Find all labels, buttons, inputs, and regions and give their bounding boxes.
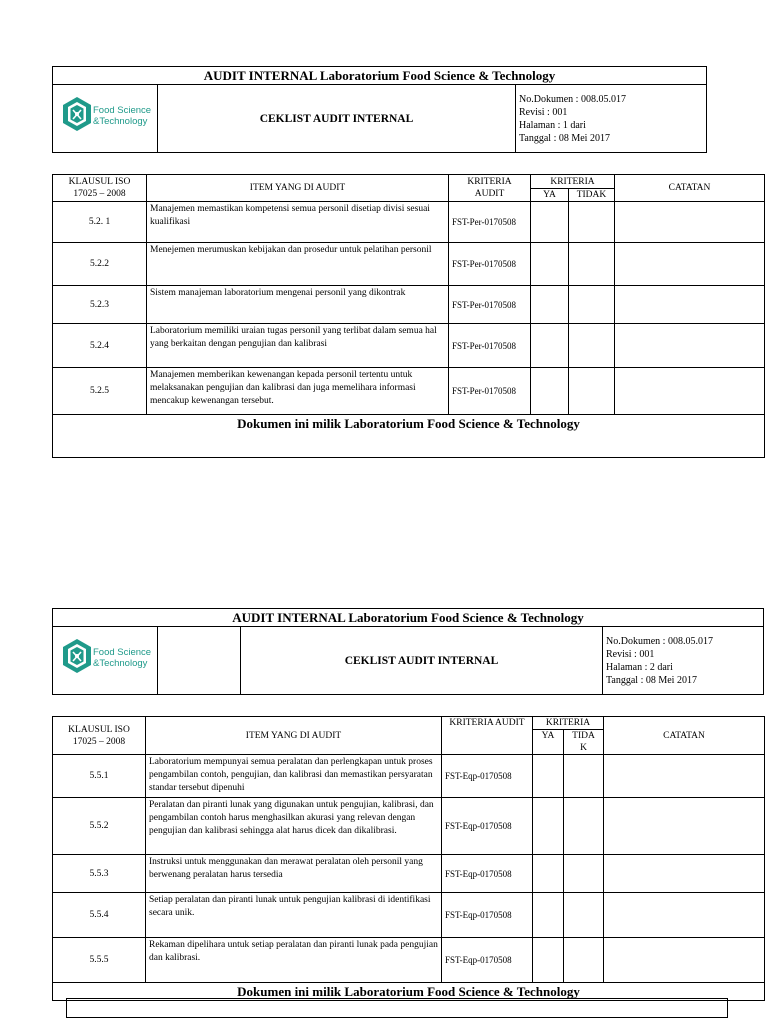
item-cell: Instruksi untuk menggunakan dan merawat peralatan oleh personil yang berwenang peralatan harus tersedia bbox=[146, 855, 442, 893]
col-klausul: KLAUSUL ISO 17025 – 2008 bbox=[53, 175, 147, 202]
item-cell: Peralatan dan piranti lunak yang digunakan untuk pengujian, kalibrasi, dan pengambilan contoh harus menghasilkan akurasi yang relevan dengan pengujian dan kalibrasi sehingga alat harus dicek dan dikalibrasi. bbox=[146, 798, 442, 855]
clause-cell: 5.2.5 bbox=[53, 368, 147, 415]
logo bbox=[53, 627, 158, 695]
item-cell: Setiap peralatan dan piranti lunak untuk pengujian kalibrasi di identifikasi secara unik. bbox=[146, 893, 442, 938]
tidak-cell[interactable] bbox=[569, 202, 615, 243]
catatan-cell[interactable] bbox=[604, 798, 765, 855]
doc-date: Tanggal : 08 Mei 2017 bbox=[606, 674, 697, 686]
food-science-logo-icon bbox=[55, 94, 155, 138]
doc-page: Halaman : 2 dari bbox=[606, 661, 673, 673]
clause-cell: 5.5.3 bbox=[53, 855, 146, 893]
ceklist-title: CEKLIST AUDIT INTERNAL bbox=[158, 85, 516, 153]
col-kriteria-audit: KRITERIA AUDIT bbox=[449, 175, 531, 202]
table-row bbox=[53, 286, 765, 324]
catatan-cell[interactable] bbox=[604, 893, 765, 938]
footer-ownership: Dokumen ini milik Laboratorium Food Science & Technology bbox=[53, 983, 765, 1001]
doc-revision: Revisi : 001 bbox=[606, 648, 655, 660]
item-cell: Menejemen merumuskan kebijakan dan prosedur untuk pelatihan personil bbox=[147, 243, 449, 286]
catatan-cell[interactable] bbox=[615, 286, 765, 324]
col-catatan: CATATAN bbox=[604, 717, 765, 755]
item-cell: Laboratorium memiliki uraian tugas personil yang terlibat dalam semua hal yang berkaitan dengan pengujian dan kalibrasi bbox=[147, 324, 449, 368]
clause-cell: 5.2.4 bbox=[53, 324, 147, 368]
tidak-cell[interactable] bbox=[569, 368, 615, 415]
criteria-cell: FST-Per-0170508 bbox=[449, 202, 531, 243]
doc-number: No.Dokumen : 008.05.017 bbox=[606, 635, 713, 647]
logo bbox=[53, 85, 158, 153]
doc-number: No.Dokumen : 008.05.017 bbox=[519, 93, 626, 105]
tidak-cell[interactable] bbox=[569, 286, 615, 324]
doc-page: Halaman : 1 dari bbox=[519, 119, 586, 131]
blank-header-cell bbox=[158, 627, 241, 695]
col-kriteria: KRITERIA bbox=[533, 717, 604, 730]
criteria-cell: FST-Per-0170508 bbox=[449, 243, 531, 286]
ya-cell[interactable] bbox=[531, 243, 569, 286]
page-2-audit-table bbox=[52, 716, 765, 1001]
food-science-logo-icon bbox=[55, 636, 155, 680]
table-row bbox=[53, 243, 765, 286]
ya-cell[interactable] bbox=[533, 798, 564, 855]
col-kriteria: KRITERIA bbox=[531, 175, 615, 189]
logo-text-line1: Food Science bbox=[93, 105, 152, 116]
logo-text-line2: &Technology bbox=[93, 116, 148, 127]
col-ya: YA bbox=[533, 730, 564, 755]
logo-text-line1: Food Science bbox=[93, 647, 152, 658]
item-cell: Sistem manajeman laboratorium mengenai personil yang dikontrak bbox=[147, 286, 449, 324]
doc-date: Tanggal : 08 Mei 2017 bbox=[519, 132, 610, 144]
ya-cell[interactable] bbox=[531, 368, 569, 415]
col-kriteria-audit: KRITERIA AUDIT bbox=[442, 717, 533, 755]
criteria-cell: FST-Per-0170508 bbox=[449, 286, 531, 324]
logo-text-line2: &Technology bbox=[93, 658, 148, 669]
table-row bbox=[53, 202, 765, 243]
catatan-cell[interactable] bbox=[615, 202, 765, 243]
next-section-box bbox=[66, 998, 728, 1018]
item-cell: Rekaman dipelihara untuk setiap peralatan dan piranti lunak pada pengujian dan kalibrasi. bbox=[146, 938, 442, 983]
tidak-cell[interactable] bbox=[569, 243, 615, 286]
tidak-cell[interactable] bbox=[564, 855, 604, 893]
clause-cell: 5.2.2 bbox=[53, 243, 147, 286]
clause-cell: 5.5.1 bbox=[53, 755, 146, 798]
criteria-cell: FST-Eqp-0170508 bbox=[442, 893, 533, 938]
col-item: ITEM YANG DI AUDIT bbox=[146, 717, 442, 755]
ya-cell[interactable] bbox=[533, 755, 564, 798]
ya-cell[interactable] bbox=[531, 202, 569, 243]
col-ya: YA bbox=[531, 189, 569, 202]
clause-cell: 5.5.5 bbox=[53, 938, 146, 983]
ya-cell[interactable] bbox=[533, 855, 564, 893]
header-title: AUDIT INTERNAL Laboratorium Food Science & Technology bbox=[53, 609, 764, 627]
catatan-cell[interactable] bbox=[615, 368, 765, 415]
criteria-cell: FST-Eqp-0170508 bbox=[442, 855, 533, 893]
clause-cell: 5.5.4 bbox=[53, 893, 146, 938]
tidak-cell[interactable] bbox=[564, 755, 604, 798]
criteria-cell: FST-Per-0170508 bbox=[449, 324, 531, 368]
tidak-cell[interactable] bbox=[569, 324, 615, 368]
criteria-cell: FST-Eqp-0170508 bbox=[442, 755, 533, 798]
clause-cell: 5.2.3 bbox=[53, 286, 147, 324]
criteria-cell: FST-Eqp-0170508 bbox=[442, 798, 533, 855]
catatan-cell[interactable] bbox=[604, 755, 765, 798]
table-row bbox=[53, 798, 765, 855]
criteria-cell: FST-Eqp-0170508 bbox=[442, 938, 533, 983]
header-title: AUDIT INTERNAL Laboratorium Food Science & Technology bbox=[53, 67, 707, 85]
table-row bbox=[53, 324, 765, 368]
ya-cell[interactable] bbox=[531, 286, 569, 324]
catatan-cell[interactable] bbox=[604, 855, 765, 893]
footer-ownership: Dokumen ini milik Laboratorium Food Science & Technology bbox=[53, 415, 765, 458]
doc-revision: Revisi : 001 bbox=[519, 106, 568, 118]
page-1-header bbox=[52, 66, 707, 153]
col-klausul: KLAUSUL ISO 17025 – 2008 bbox=[53, 717, 146, 755]
ya-cell[interactable] bbox=[533, 893, 564, 938]
item-cell: Manajemen memberikan kewenangan kepada personil tertentu untuk melaksanakan pengujian dan kalibrasi dan juga memelihara informasi mencakup kewenangan tersebut. bbox=[147, 368, 449, 415]
col-item: ITEM YANG DI AUDIT bbox=[147, 175, 449, 202]
catatan-cell[interactable] bbox=[604, 938, 765, 983]
page-1-audit-table bbox=[52, 174, 765, 458]
table-row bbox=[53, 755, 765, 798]
item-cell: Laboratorium mempunyai semua peralatan dan perlengkapan untuk proses pengambilan contoh, pengujian, dan kalibrasi dan memastikan persyaratan standar tersebut dipenuhi bbox=[146, 755, 442, 798]
clause-cell: 5.2. 1 bbox=[53, 202, 147, 243]
ya-cell[interactable] bbox=[531, 324, 569, 368]
tidak-cell[interactable] bbox=[564, 893, 604, 938]
ceklist-title: CEKLIST AUDIT INTERNAL bbox=[241, 627, 603, 695]
ya-cell[interactable] bbox=[533, 938, 564, 983]
doc-info bbox=[516, 85, 707, 153]
page-2-header bbox=[52, 608, 764, 695]
table-row bbox=[53, 855, 765, 893]
col-tidak: TIDA K bbox=[564, 730, 604, 755]
col-tidak: TIDAK bbox=[569, 189, 615, 202]
catatan-cell[interactable] bbox=[615, 243, 765, 286]
table-row bbox=[53, 938, 765, 983]
criteria-cell: FST-Per-0170508 bbox=[449, 368, 531, 415]
clause-cell: 5.5.2 bbox=[53, 798, 146, 855]
table-row bbox=[53, 368, 765, 415]
table-row bbox=[53, 893, 765, 938]
tidak-cell[interactable] bbox=[564, 798, 604, 855]
col-catatan: CATATAN bbox=[615, 175, 765, 202]
doc-info bbox=[603, 627, 764, 695]
item-cell: Manajemen memastikan kompetensi semua personil disetiap divisi sesuai kualifikasi bbox=[147, 202, 449, 243]
catatan-cell[interactable] bbox=[615, 324, 765, 368]
tidak-cell[interactable] bbox=[564, 938, 604, 983]
